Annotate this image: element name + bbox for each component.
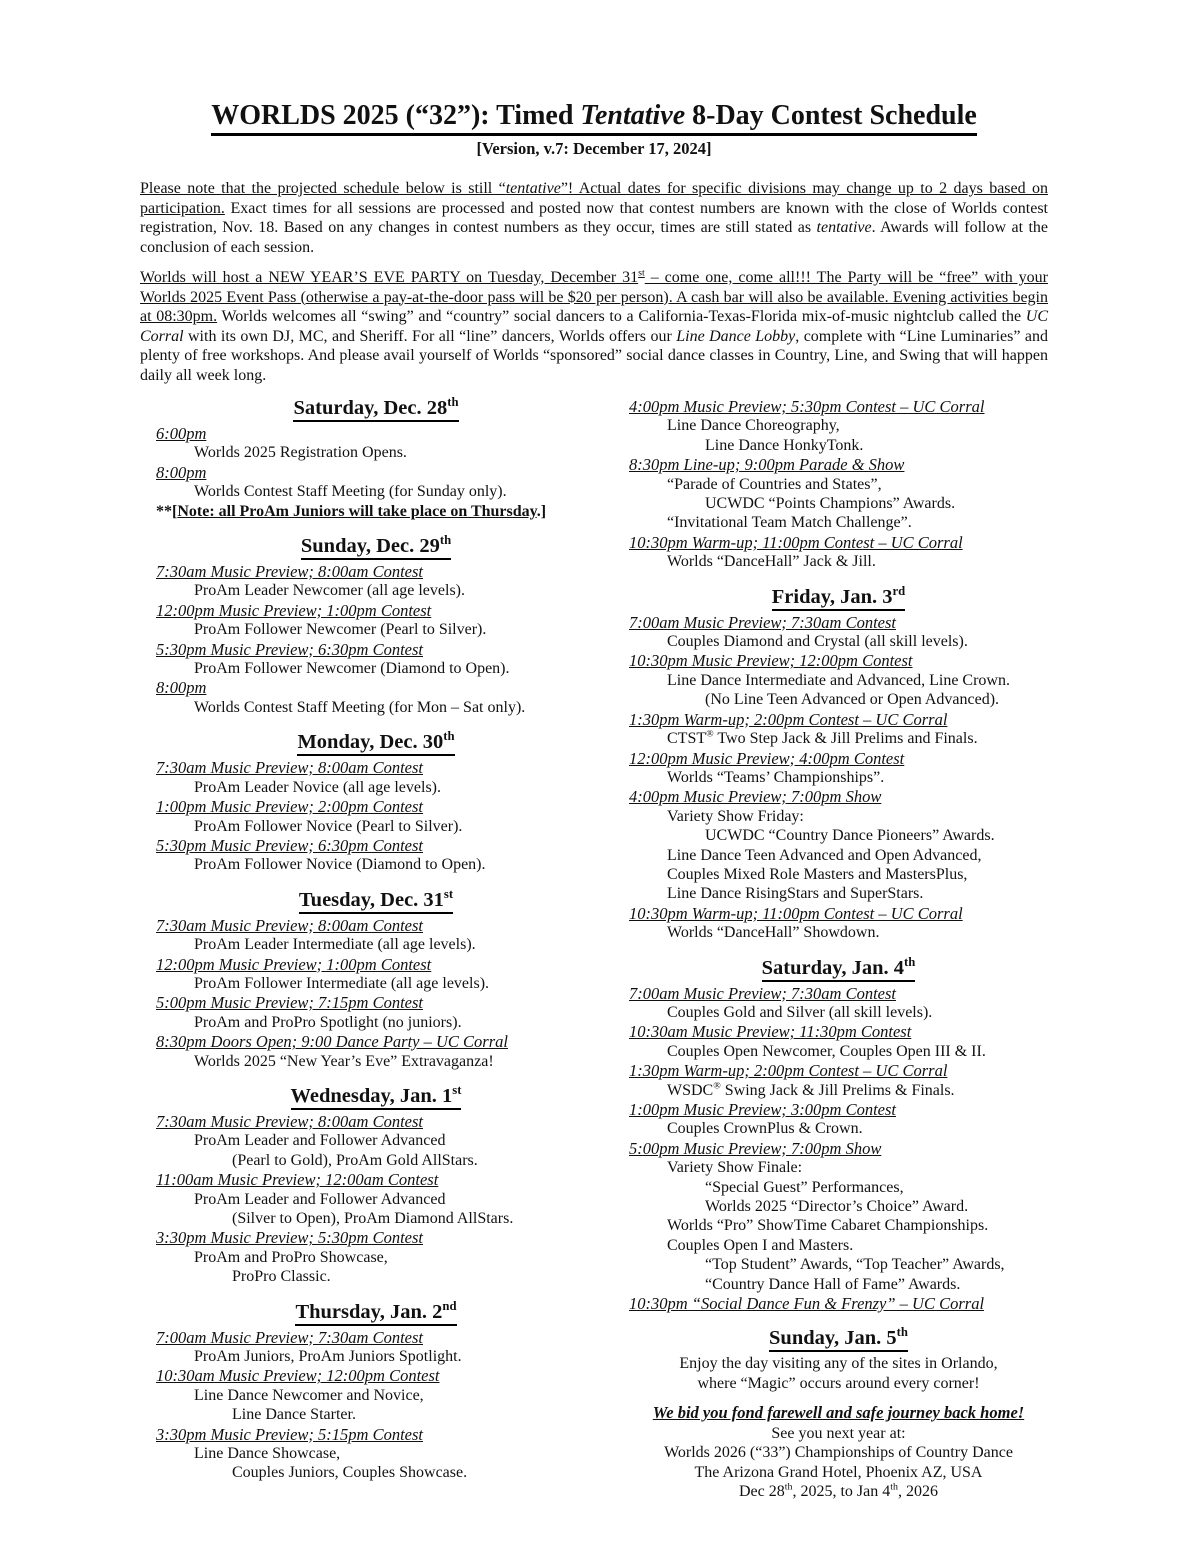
day-heading-text xyxy=(297,731,454,756)
text-segment: ProAm Follower Newcomer (Pearl to Silver). xyxy=(194,621,487,639)
session-time-line xyxy=(156,916,596,935)
text-segment: ProAm and ProPro Showcase, xyxy=(194,1248,388,1266)
text-segment: Monday, Dec. 30 xyxy=(297,731,444,754)
text-segment: Thursday, Jan. 2 xyxy=(295,1300,443,1323)
text-segment: Worlds Contest Staff Meeting (for Sunday only). xyxy=(194,483,507,501)
session-detail-line xyxy=(629,671,1048,690)
session-time-line xyxy=(629,651,1048,670)
text-segment: 1:30pm Warm-up; 2:00pm Contest – UC Corral xyxy=(629,1061,948,1081)
text-segment: . Awards will follow at the conclusion of each session. xyxy=(140,219,1048,256)
superscript-text: st xyxy=(443,886,454,901)
text-segment: 7:00am Music Preview; 7:30am Contest xyxy=(156,1327,424,1347)
day-heading xyxy=(629,954,1048,980)
session-detail-line xyxy=(629,1003,1048,1022)
session-detail-line xyxy=(629,1255,1048,1274)
day-section-tuesday-dec-31 xyxy=(156,886,596,1071)
day-heading xyxy=(156,535,596,558)
text-segment: 10:30am Music Preview; 12:00pm Contest xyxy=(156,1366,440,1386)
title-pre: WORLDS 2025 (“32”): Timed xyxy=(211,100,581,131)
closing-text-line xyxy=(629,1463,1048,1482)
day-heading xyxy=(156,1298,596,1324)
title-post: 8-Day Contest Schedule xyxy=(685,100,977,131)
text-segment: where “Magic” occurs around every corner! xyxy=(697,1374,980,1392)
juniors-note-line xyxy=(156,502,596,521)
text-segment: 1:00pm Music Preview; 2:00pm Contest xyxy=(156,797,424,817)
session-time-line xyxy=(156,1170,596,1189)
day-section-saturday-dec-28 xyxy=(156,397,596,521)
text-segment: Couples Mixed Role Masters and MastersPlus, xyxy=(667,865,968,883)
session-detail-line xyxy=(156,935,596,954)
day-section-wednesday-jan-1 xyxy=(156,1085,596,1287)
session-time-line xyxy=(156,424,596,443)
text-segment: 6:00pm xyxy=(156,424,207,443)
session-detail-line xyxy=(629,552,1048,571)
superscript-text: nd xyxy=(442,1298,457,1313)
right-column xyxy=(629,397,1048,1501)
schedule-columns xyxy=(140,397,1048,1501)
day-heading-text xyxy=(298,886,454,914)
day-heading xyxy=(156,731,596,754)
session-detail-line xyxy=(156,659,596,678)
text-segment: 1:30pm Warm-up; 2:00pm Contest – UC Corral xyxy=(629,709,948,729)
text-segment: 1:00pm Music Preview; 3:00pm Contest xyxy=(629,1100,897,1119)
session-time-line xyxy=(629,749,1048,768)
day-heading-text xyxy=(771,583,906,611)
superscript-text: th xyxy=(896,1325,908,1340)
closing-text-line xyxy=(629,1443,1048,1462)
text-segment: “Parade of Countries and States”, xyxy=(667,475,882,493)
superscript-text: ® xyxy=(706,728,714,740)
text-segment: ProAm Follower Novice (Pearl to Silver). xyxy=(194,817,463,835)
text-segment: tentative xyxy=(816,219,872,236)
text-segment: Variety Show Finale: xyxy=(667,1159,803,1177)
text-segment: Worlds “Teams’ Championships”. xyxy=(667,768,885,786)
text-segment: ProAm Leader and Follower Advanced xyxy=(194,1190,446,1208)
session-time-line xyxy=(156,601,596,620)
day-heading-text xyxy=(295,1298,457,1326)
text-segment: 7:30am Music Preview; 8:00am Contest xyxy=(156,1111,424,1131)
session-detail-line xyxy=(156,778,596,797)
text-segment: Worlds “Pro” ShowTime Cabaret Championships. xyxy=(667,1217,989,1235)
session-detail-line xyxy=(156,974,596,993)
session-time-line xyxy=(156,1328,596,1347)
text-segment: Line Dance Starter. xyxy=(232,1406,356,1424)
text-segment: Sunday, Dec. 29 xyxy=(300,535,440,558)
session-detail-line xyxy=(629,416,1048,435)
session-detail-line xyxy=(629,923,1048,942)
superscript-text: ® xyxy=(713,1080,721,1092)
text-segment: 8:30pm Doors Open; 9:00 Dance Party – UC Corral xyxy=(156,1032,508,1052)
text-segment: ProAm Leader Novice (all age levels). xyxy=(194,778,442,796)
text-segment: 5:00pm Music Preview; 7:15pm Contest xyxy=(156,993,424,1013)
session-detail-line xyxy=(156,1131,596,1150)
text-segment: Couples Gold and Silver (all skill levels). xyxy=(667,1003,933,1021)
session-time-line xyxy=(629,1139,1048,1158)
session-detail-line xyxy=(629,865,1048,884)
session-detail-line xyxy=(629,1178,1048,1197)
text-segment: Line Dance HonkyTonk. xyxy=(705,436,864,454)
session-detail-line xyxy=(156,1052,596,1071)
text-segment: Enjoy the day visiting any of the sites in Orlando, xyxy=(679,1355,998,1373)
session-detail-line xyxy=(156,817,596,836)
session-detail-line xyxy=(629,436,1048,455)
session-time-line xyxy=(629,1100,1048,1119)
session-detail-line xyxy=(156,1190,596,1209)
session-detail-line xyxy=(156,855,596,874)
text-segment: Please note that the projected schedule below is still “ xyxy=(140,180,506,197)
session-time-line xyxy=(156,955,596,974)
session-time-line xyxy=(156,1228,596,1247)
session-detail-line xyxy=(156,1267,596,1286)
session-time-line xyxy=(156,1032,596,1051)
farewell-line xyxy=(629,1403,1048,1422)
text-segment: Line Dance Choreography, xyxy=(667,417,840,435)
text-segment: Line Dance RisingStars and SuperStars. xyxy=(667,885,924,903)
day-heading xyxy=(156,397,596,420)
text-segment: 10:30pm Warm-up; 11:00pm Contest – UC Corral xyxy=(629,903,963,923)
text-segment: Friday, Jan. 3 xyxy=(771,585,893,608)
day-heading-text xyxy=(293,397,458,422)
session-detail-line xyxy=(629,475,1048,494)
text-segment: Note: all ProAm Juniors will take place on Thursday xyxy=(177,502,537,520)
session-time-line xyxy=(629,533,1048,552)
session-detail-line xyxy=(629,729,1048,748)
session-detail-line xyxy=(629,1042,1048,1061)
day-section-monday-dec-30 xyxy=(156,731,596,874)
text-segment: Sunday, Jan. 5 xyxy=(769,1327,897,1350)
superscript-text: st xyxy=(638,267,645,279)
text-segment: ProAm Follower Newcomer (Diamond to Open). xyxy=(194,660,510,678)
intro-paragraph xyxy=(140,179,1048,257)
page-title xyxy=(140,100,1048,132)
text-segment: WSDC xyxy=(667,1081,714,1099)
day-section-thursday-jan-2-continued xyxy=(629,397,1048,572)
text-segment: , 2026 xyxy=(897,1482,938,1500)
text-segment: 11:00am Music Preview; 12:00am Contest xyxy=(156,1170,439,1190)
text-segment: ProAm Leader and Follower Advanced xyxy=(194,1132,446,1150)
session-time-line xyxy=(156,640,596,659)
text-segment: (Silver to Open), ProAm Diamond AllStars. xyxy=(232,1210,514,1227)
session-detail-line xyxy=(629,1236,1048,1255)
text-segment: CTST xyxy=(667,730,707,748)
text-segment: Line Dance Showcase, xyxy=(194,1445,341,1463)
text-segment: Tuesday, Dec. 31 xyxy=(298,888,444,911)
text-segment: 3:30pm Music Preview; 5:30pm Contest xyxy=(156,1228,424,1248)
text-segment: 4:00pm Music Preview; 5:30pm Contest – UC Corral xyxy=(629,397,985,416)
session-detail-line xyxy=(629,884,1048,903)
day-heading xyxy=(629,1327,1048,1350)
text-segment: ProAm Leader Newcomer (all age levels). xyxy=(194,582,465,600)
superscript-text: th xyxy=(447,395,459,410)
text-segment: Worlds “DanceHall” Showdown. xyxy=(667,924,880,942)
intro-paragraph xyxy=(140,268,1048,385)
session-detail-line xyxy=(156,482,596,501)
superscript-text: rd xyxy=(892,583,906,598)
text-segment: ProPro Classic. xyxy=(232,1268,331,1286)
session-detail-line xyxy=(629,513,1048,532)
session-detail-line xyxy=(629,846,1048,865)
session-time-line xyxy=(629,613,1048,632)
text-segment: 5:00pm Music Preview; 7:00pm Show xyxy=(629,1138,882,1158)
superscript-text: th xyxy=(439,533,452,548)
session-time-line xyxy=(156,836,596,855)
session-time-line xyxy=(156,463,596,482)
session-time-line xyxy=(629,455,1048,474)
text-segment: .] xyxy=(536,502,547,520)
text-segment: Dec 28 xyxy=(739,1482,785,1500)
session-detail-line xyxy=(156,581,596,600)
text-segment: 8:30pm Line-up; 9:00pm Parade & Show xyxy=(629,455,905,475)
text-segment: Worlds will host a NEW YEAR’S EVE PARTY on Tuesday, December 31 xyxy=(140,269,639,286)
text-segment: ProAm Follower Intermediate (all age levels). xyxy=(194,974,490,992)
superscript-text: th xyxy=(904,954,916,969)
text-segment: , 2025, to Jan 4 xyxy=(792,1482,891,1500)
text-segment: 8:00pm xyxy=(156,678,207,698)
text-segment: , complete with “Line Luminaries” and plenty of free workshops. And please avail yourself of Worlds “sponsored” social dance classes in Country, Line, and Swing that will happen daily all week long. xyxy=(140,327,1049,384)
text-segment: UCWDC “Points Champions” Awards. xyxy=(705,495,956,513)
superscript-text: st xyxy=(452,1083,462,1098)
session-detail-line xyxy=(156,443,596,462)
text-segment: ProAm Leader Intermediate (all age levels). xyxy=(194,936,476,954)
text-segment: Saturday, Jan. 4 xyxy=(761,956,905,979)
session-detail-line xyxy=(156,1347,596,1366)
text-segment: Line Dance Newcomer and Novice, xyxy=(194,1386,424,1404)
session-time-line xyxy=(629,787,1048,806)
text-segment: 7:00am Music Preview; 7:30am Contest xyxy=(629,983,897,1003)
text-segment: ProAm Follower Novice (Diamond to Open). xyxy=(194,856,486,874)
text-segment: Wednesday, Jan. 1 xyxy=(290,1084,453,1107)
text-segment: Couples Juniors, Couples Showcase. xyxy=(232,1464,468,1482)
session-time-line xyxy=(629,1022,1048,1041)
text-segment: Worlds 2025 Registration Opens. xyxy=(194,444,407,462)
day-section-sunday-jan-5 xyxy=(629,1327,1048,1501)
text-segment: “Invitational Team Match Challenge”. xyxy=(667,514,912,532)
session-detail-line xyxy=(629,1216,1048,1235)
text-segment: Variety Show Friday: xyxy=(667,807,804,825)
session-time-line xyxy=(156,1425,596,1444)
session-detail-line xyxy=(629,1081,1048,1100)
text-segment: 4:00pm Music Preview; 7:00pm Show xyxy=(629,787,882,807)
text-segment: We bid you fond farewell and safe journey back home! xyxy=(652,1403,1025,1423)
session-detail-line xyxy=(156,1013,596,1032)
text-segment: 7:30am Music Preview; 8:00am Contest xyxy=(156,562,424,582)
session-time-line xyxy=(629,904,1048,923)
title-emphasis: Tentative xyxy=(580,100,686,131)
session-time-line xyxy=(629,710,1048,729)
session-detail-line xyxy=(156,1151,596,1170)
text-segment: Line Dance Teen Advanced and Open Advanced, xyxy=(667,846,982,864)
text-segment: “Country Dance Hall of Fame” Awards. xyxy=(705,1275,961,1293)
session-time-line xyxy=(156,1112,596,1131)
session-time-line xyxy=(156,1366,596,1385)
text-segment: (Pearl to Gold), ProAm Gold AllStars. xyxy=(232,1151,478,1169)
superscript-text: th xyxy=(443,729,455,744)
day-heading-text xyxy=(291,1085,462,1110)
text-segment: See you next year at: xyxy=(771,1424,906,1442)
text-segment: 3:30pm Music Preview; 5:15pm Contest xyxy=(156,1424,424,1444)
superscript-text: th xyxy=(784,1481,793,1493)
day-heading xyxy=(629,583,1048,609)
left-column xyxy=(156,397,596,1501)
text-segment: with its own DJ, MC, and Sheriff. For all “line” dancers, Worlds offers our xyxy=(183,327,677,345)
text-segment: **[ xyxy=(156,502,178,520)
session-time-line xyxy=(156,562,596,581)
text-segment: 5:30pm Music Preview; 6:30pm Contest xyxy=(156,835,424,855)
text-segment: 10:30am Music Preview; 11:30pm Contest xyxy=(629,1022,912,1042)
text-segment: Worlds Contest Staff Meeting (for Mon – Sat only). xyxy=(194,698,526,716)
text-segment: 5:30pm Music Preview; 6:30pm Contest xyxy=(156,639,424,659)
day-heading xyxy=(156,886,596,912)
session-detail-line xyxy=(156,1209,596,1228)
session-detail-line xyxy=(156,620,596,639)
text-segment: 12:00pm Music Preview; 1:00pm Contest xyxy=(156,954,432,974)
session-detail-line xyxy=(156,1386,596,1405)
text-segment: Worlds 2026 (“33”) Championships of Country Dance xyxy=(664,1444,1013,1462)
session-time-line xyxy=(629,397,1048,416)
session-detail-line xyxy=(629,1197,1048,1216)
text-segment: (No Line Teen Advanced or Open Advanced). xyxy=(705,691,1000,709)
day-section-thursday-jan-2 xyxy=(156,1298,596,1483)
text-segment: ”! Actual dates for specific divisions may change up to 2 days based on participation. xyxy=(140,180,1048,217)
text-segment: Worlds 2025 “Director’s Choice” Award. xyxy=(705,1198,969,1216)
session-detail-line xyxy=(629,1275,1048,1294)
session-detail-line xyxy=(629,1158,1048,1177)
day-section-friday-jan-3 xyxy=(629,583,1048,943)
text-segment: 12:00pm Music Preview; 1:00pm Contest xyxy=(156,600,432,620)
session-detail-line xyxy=(629,632,1048,651)
text-segment: Exact times for all sessions are processed and posted now that contest numbers are known with the close of Worlds contest registration, Nov. 18. Based on any changes in contest numbers as they occur, times are still stated as xyxy=(140,199,1048,236)
closing-text-line xyxy=(629,1482,1048,1501)
superscript-text: th xyxy=(890,1481,898,1493)
text-segment: 7:30am Music Preview; 8:00am Contest xyxy=(156,758,424,778)
day-heading-text xyxy=(301,535,451,560)
text-segment: Couples Open Newcomer, Couples Open III & II. xyxy=(667,1042,986,1060)
text-segment: tentative xyxy=(505,180,561,197)
text-segment: Saturday, Dec. 28 xyxy=(293,397,448,419)
day-heading xyxy=(156,1085,596,1108)
session-time-line xyxy=(156,993,596,1012)
session-detail-line xyxy=(629,1119,1048,1138)
text-segment: ProAm and ProPro Spotlight (no juniors). xyxy=(194,1013,462,1031)
session-detail-line xyxy=(629,807,1048,826)
session-detail-line xyxy=(629,768,1048,787)
text-segment: “Top Student” Awards, “Top Teacher” Awards, xyxy=(705,1256,1005,1274)
session-time-line xyxy=(156,678,596,697)
text-segment: 7:30am Music Preview; 8:00am Contest xyxy=(156,915,424,935)
text-segment: 8:00pm xyxy=(156,462,207,482)
session-time-line xyxy=(629,1061,1048,1080)
text-segment: Couples CrownPlus & Crown. xyxy=(667,1120,863,1138)
text-segment: 10:30pm “Social Dance Fun & Frenzy” – UC Corral xyxy=(629,1294,985,1314)
session-time-line xyxy=(629,984,1048,1003)
closing-text-line xyxy=(629,1424,1048,1443)
page-title-text xyxy=(211,100,977,136)
text-segment: 12:00pm Music Preview; 4:00pm Contest xyxy=(629,748,905,768)
session-detail-line xyxy=(156,1463,596,1482)
text-segment: “Special Guest” Performances, xyxy=(705,1178,904,1196)
day-heading-text xyxy=(769,1327,908,1352)
version-line: [Version, v.7: December 17, 2024] xyxy=(476,139,712,158)
session-time-line xyxy=(156,758,596,777)
session-time-line xyxy=(629,1294,1048,1313)
session-time-line xyxy=(156,797,596,816)
text-segment: UCWDC “Country Dance Pioneers” Awards. xyxy=(705,827,995,845)
session-detail-line xyxy=(156,1248,596,1267)
closing-text-line xyxy=(629,1374,1048,1393)
closing-text-line xyxy=(629,1354,1048,1373)
session-detail-line xyxy=(629,826,1048,845)
session-detail-line xyxy=(629,494,1048,513)
text-segment: Worlds “DanceHall” Jack & Jill. xyxy=(667,553,876,571)
text-segment: Line Dance Intermediate and Advanced, Line Crown. xyxy=(667,671,1010,689)
text-segment: Swing Jack & Jill Prelims & Finals. xyxy=(720,1081,955,1099)
text-segment: – come one, come all!!! The Party will be “free” with your Worlds 2025 Event Pass (otherwise a pay-at-the-door pass will be $20 per person). A cash bar will also be available. Evening activities begin at 08:30pm. xyxy=(140,269,1049,325)
text-segment: Couples Open I and Masters. xyxy=(667,1236,854,1254)
session-detail-line xyxy=(629,690,1048,709)
day-heading-text xyxy=(761,954,916,982)
text-segment: ProAm Juniors, ProAm Juniors Spotlight. xyxy=(194,1348,462,1366)
text-segment: 10:30pm Music Preview; 12:00pm Contest xyxy=(629,651,913,671)
text-segment: The Arizona Grand Hotel, Phoenix AZ, USA xyxy=(694,1463,983,1481)
session-detail-line xyxy=(156,1405,596,1424)
text-segment: 7:00am Music Preview; 7:30am Contest xyxy=(629,612,897,632)
day-section-sunday-dec-29 xyxy=(156,535,596,717)
text-segment: Worlds 2025 “New Year’s Eve” Extravaganza! xyxy=(194,1052,494,1070)
intro-paragraphs xyxy=(140,179,1048,385)
text-segment: Couples Diamond and Crystal (all skill levels). xyxy=(667,633,968,651)
text-segment: Worlds welcomes all “swing” and “country” social dancers to a California-Texas-Florida mix-of-music nightclub called the xyxy=(217,308,1026,325)
day-section-saturday-jan-4 xyxy=(629,954,1048,1314)
session-detail-line xyxy=(156,1444,596,1463)
text-segment: UC Corral xyxy=(140,308,1049,345)
session-detail-line xyxy=(156,698,596,717)
text-segment: 10:30pm Warm-up; 11:00pm Contest – UC Corral xyxy=(629,532,963,552)
text-segment: Line Dance Lobby xyxy=(676,327,796,345)
text-segment: Two Step Jack & Jill Prelims and Finals. xyxy=(713,730,978,748)
